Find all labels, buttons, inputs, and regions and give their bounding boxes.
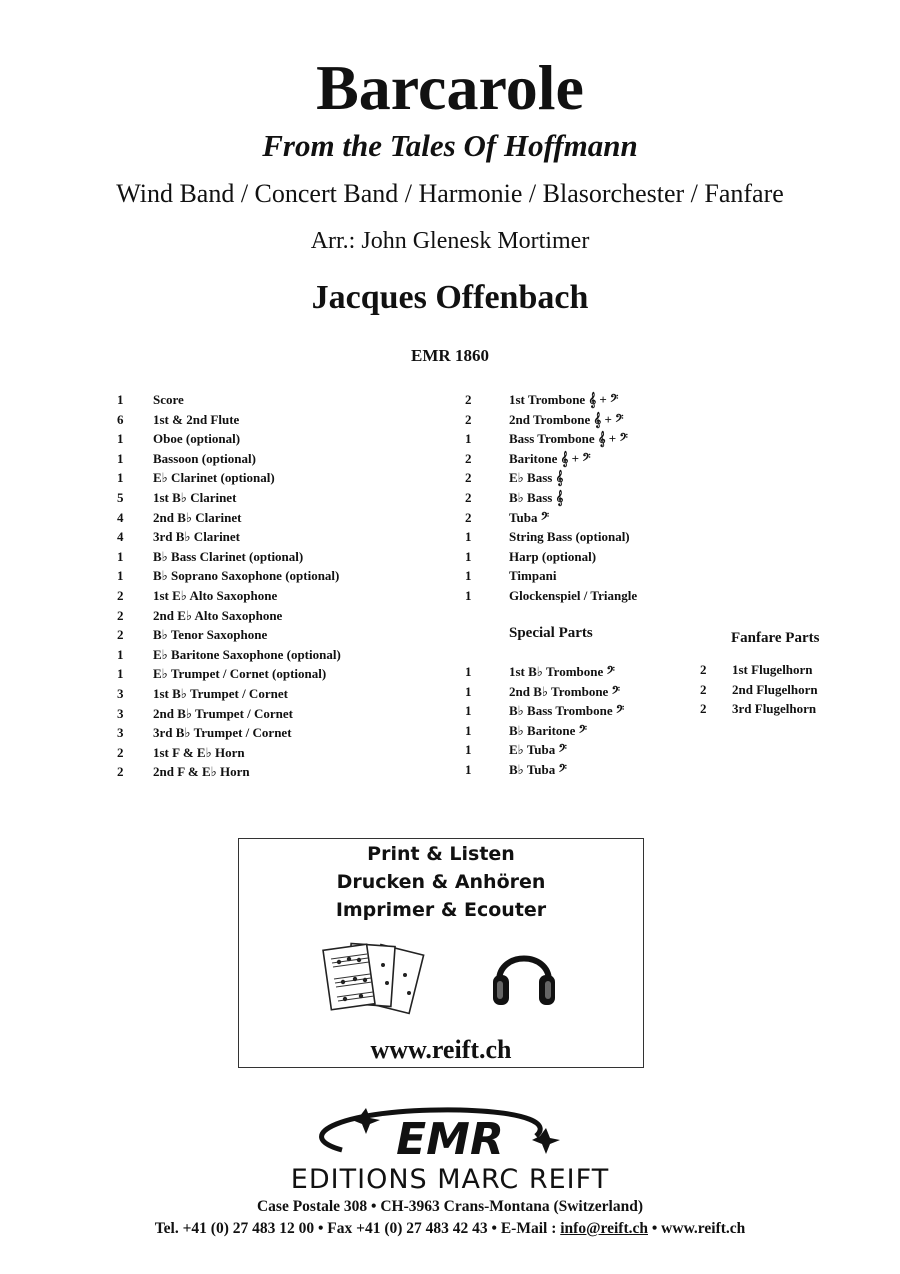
part-row [117,566,477,586]
part-row [465,682,705,702]
part-row [117,586,477,606]
part-name: Baritone 𝄞 + 𝄢 [509,450,591,466]
part-quantity: 1 [465,431,472,447]
part-name: 1st Trombone 𝄞 + 𝄢 [509,392,619,407]
ensemble-line: Wind Band / Concert Band / Harmonie / Blasorchester / Fanfare [116,179,784,208]
part-row [117,390,477,410]
part-row [117,429,477,449]
part-row [117,449,477,469]
part-row [117,625,477,645]
promo-line-de: Drucken & Anhören [336,871,546,893]
part-quantity: 1 [465,548,472,564]
part-name: E♭ Trumpet / Cornet (optional) [153,666,327,682]
part-quantity: 5 [117,489,124,505]
part-quantity: 2 [465,489,472,505]
part-name: B♭ Bass Clarinet (optional) [153,548,304,564]
part-quantity: 2 [117,587,124,603]
part-row [465,547,705,567]
arranger-line: Arr.: John Glenesk Mortimer [310,228,590,254]
part-name: 2nd B♭ Trombone 𝄢 [509,683,620,699]
part-name: Harp (optional) [509,548,597,564]
part-name: Timpani [509,568,557,584]
part-quantity: 1 [465,722,472,738]
part-name: 2nd B♭ Trumpet / Cornet [153,705,293,721]
emr-logo-icon [300,1106,600,1164]
part-name: 1st B♭ Clarinet [153,489,237,505]
email-link[interactable]: info@reift.ch [560,1220,648,1237]
part-quantity: 1 [465,703,472,719]
publisher-address: Case Postale 308 • CH-3963 Crans-Montana (Switzerland) [256,1198,643,1215]
part-row [700,660,890,680]
part-quantity: 3 [117,725,124,741]
part-row [465,508,705,528]
part-row [117,410,477,430]
part-row [117,645,477,665]
part-quantity: 1 [465,529,472,545]
part-quantity: 1 [117,470,124,486]
catalog-number: EMR 1860 [411,346,489,365]
part-name: 2nd B♭ Clarinet [153,509,242,525]
part-quantity: 1 [117,392,124,407]
part-name: Tuba 𝄢 [509,509,550,525]
subtitle: From the Tales Of Hoffmann [262,128,638,163]
part-quantity: 2 [117,607,124,623]
part-row [117,743,477,763]
part-name: E♭ Bass 𝄞 [509,470,564,486]
part-quantity: 1 [117,666,124,682]
part-row [465,410,705,430]
part-quantity: 4 [117,529,124,545]
part-name: 1st B♭ Trombone 𝄢 [509,664,615,679]
part-row [700,699,890,719]
part-quantity: 2 [465,411,472,427]
part-quantity: 2 [117,744,124,760]
part-name: 1st F & E♭ Horn [153,744,245,760]
part-row [117,723,477,743]
part-row [465,468,705,488]
part-row [465,760,705,780]
part-row [465,701,705,721]
part-quantity: 1 [117,568,124,584]
part-quantity: 1 [465,568,472,584]
logo-text: EMR [396,1114,504,1164]
headphones-icon [489,935,559,1015]
part-quantity: 2 [117,764,124,780]
part-quantity: 2 [465,392,472,407]
part-quantity: 1 [465,664,472,679]
part-row [117,547,477,567]
part-name: Glockenspiel / Triangle [509,587,638,603]
part-row [117,664,477,684]
part-quantity: 1 [465,742,472,758]
part-row [117,468,477,488]
part-quantity: 2 [700,681,707,697]
part-quantity: 2 [465,450,472,466]
part-name: 2nd Trombone 𝄞 + 𝄢 [509,411,624,427]
part-name: Bassoon (optional) [153,450,256,466]
promo-url-link[interactable]: www.reift.ch [370,1035,512,1064]
part-quantity: 2 [700,662,707,677]
part-row [465,662,705,682]
fanfare-parts-list [700,660,890,719]
part-row [117,762,477,782]
part-name: B♭ Bass Trombone 𝄢 [509,703,625,719]
part-name: 1st E♭ Alto Saxophone [153,587,278,603]
part-quantity: 4 [117,509,124,525]
part-row [465,586,705,606]
part-name: 1st & 2nd Flute [153,411,240,427]
part-name: E♭ Tuba 𝄢 [509,742,567,758]
part-row [465,740,705,760]
special-parts-heading: Special Parts [509,625,593,641]
part-name: Score [153,392,184,407]
composer-name: Jacques Offenbach [311,279,589,316]
part-row [465,488,705,508]
parts-list-left [117,390,477,782]
part-quantity: 2 [465,470,472,486]
part-name: E♭ Baritone Saxophone (optional) [153,646,341,662]
parts-list-right [465,390,705,606]
title: Barcarole [316,52,584,123]
contact-website: • www.reift.ch [648,1220,746,1237]
part-name: 1st B♭ Trumpet / Cornet [153,685,288,701]
part-name: B♭ Tenor Saxophone [153,627,268,643]
part-row [700,680,890,700]
print-listen-box [238,838,644,1068]
part-quantity: 1 [465,761,472,777]
part-row [117,704,477,724]
part-name: Oboe (optional) [153,431,241,447]
part-quantity: 1 [117,450,124,466]
part-quantity: 3 [117,705,124,721]
part-row [465,721,705,741]
part-row [465,449,705,469]
publisher-contact [0,1219,900,1239]
part-row [465,429,705,449]
part-name: 3rd Flugelhorn [732,701,817,717]
publisher-name: EDITIONS MARC REIFT [290,1164,610,1195]
part-row [117,684,477,704]
special-parts-list [465,662,705,780]
part-row [117,527,477,547]
part-name: 3rd B♭ Clarinet [153,529,241,545]
part-name: E♭ Clarinet (optional) [153,470,275,486]
part-row [465,566,705,586]
part-name: 1st Flugelhorn [732,662,813,677]
sheet-music-icon [321,935,433,1025]
promo-line-fr: Imprimer & Ecouter [335,899,547,921]
part-row [117,488,477,508]
part-row [465,390,705,410]
part-name: B♭ Baritone 𝄢 [509,722,588,738]
part-quantity: 1 [117,548,124,564]
part-quantity: 3 [117,685,124,701]
part-name: B♭ Tuba 𝄢 [509,761,567,777]
part-name: 2nd E♭ Alto Saxophone [153,607,283,623]
part-quantity: 6 [117,411,124,427]
part-name: 3rd B♭ Trumpet / Cornet [153,725,292,741]
part-quantity: 1 [465,683,472,699]
promo-line-en: Print & Listen [367,843,515,865]
part-quantity: 2 [117,627,124,643]
part-name: B♭ Bass 𝄞 [509,489,564,505]
part-row [117,606,477,626]
part-name: String Bass (optional) [509,529,630,545]
part-name: Bass Trombone 𝄞 + 𝄢 [509,431,628,447]
part-quantity: 2 [465,509,472,525]
part-name: 2nd F & E♭ Horn [153,764,250,780]
fanfare-parts-heading: Fanfare Parts [731,630,820,646]
part-quantity: 2 [700,701,707,717]
part-quantity: 1 [465,587,472,603]
part-row [465,527,705,547]
part-row [117,508,477,528]
part-quantity: 1 [117,431,124,447]
part-name: 2nd Flugelhorn [732,681,818,697]
contact-phone-fax: Tel. +41 (0) 27 483 12 00 • Fax +41 (0) 27 483 42 43 • E-Mail : [154,1220,561,1237]
part-quantity: 1 [117,646,124,662]
part-name: B♭ Soprano Saxophone (optional) [153,568,340,584]
